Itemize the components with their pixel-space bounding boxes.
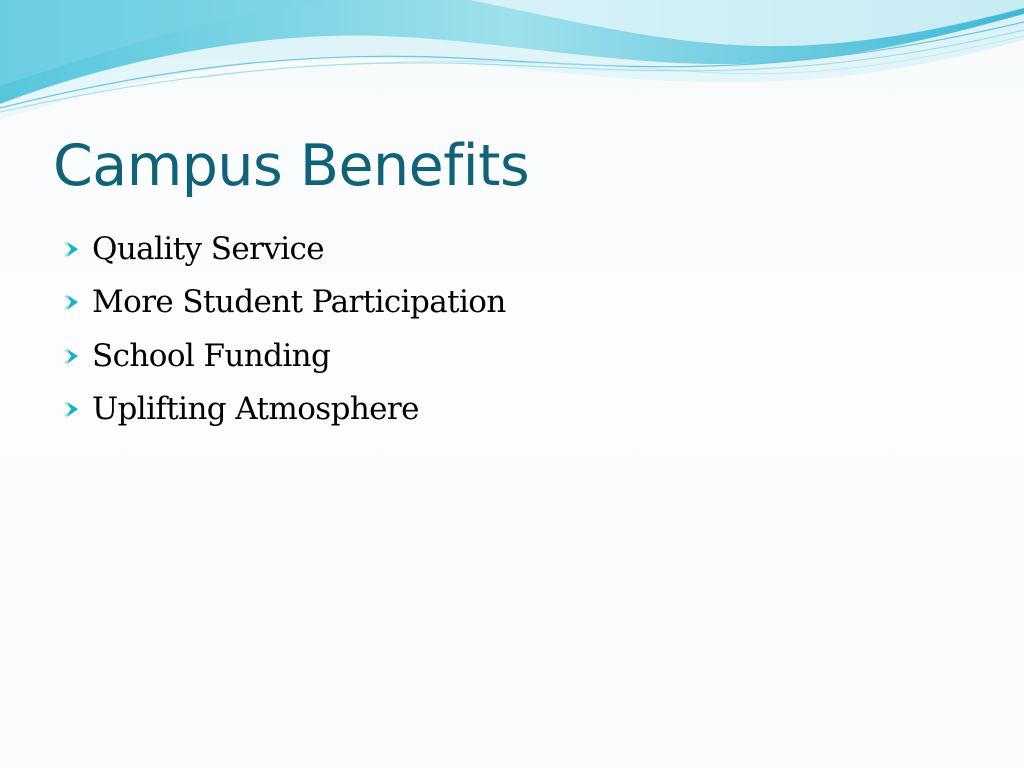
bullet-item [62, 329, 506, 383]
bullet-item [62, 383, 506, 437]
bullet-text: Quality Service [92, 230, 325, 267]
arrow-check-icon [62, 237, 88, 261]
bullet-list [62, 222, 506, 436]
arrow-check-icon [62, 344, 88, 368]
arrow-check-icon [62, 290, 88, 314]
slide-title: Campus Benefits [53, 133, 530, 199]
bullet-text: Uplifting Atmosphere [92, 391, 419, 428]
bullet-item [62, 276, 506, 330]
bullet-text: School Funding [92, 337, 331, 374]
bullet-item [62, 222, 506, 276]
arrow-check-icon [62, 397, 88, 421]
wave-header-decoration [0, 0, 1024, 130]
bullet-text: More Student Participation [92, 284, 506, 321]
